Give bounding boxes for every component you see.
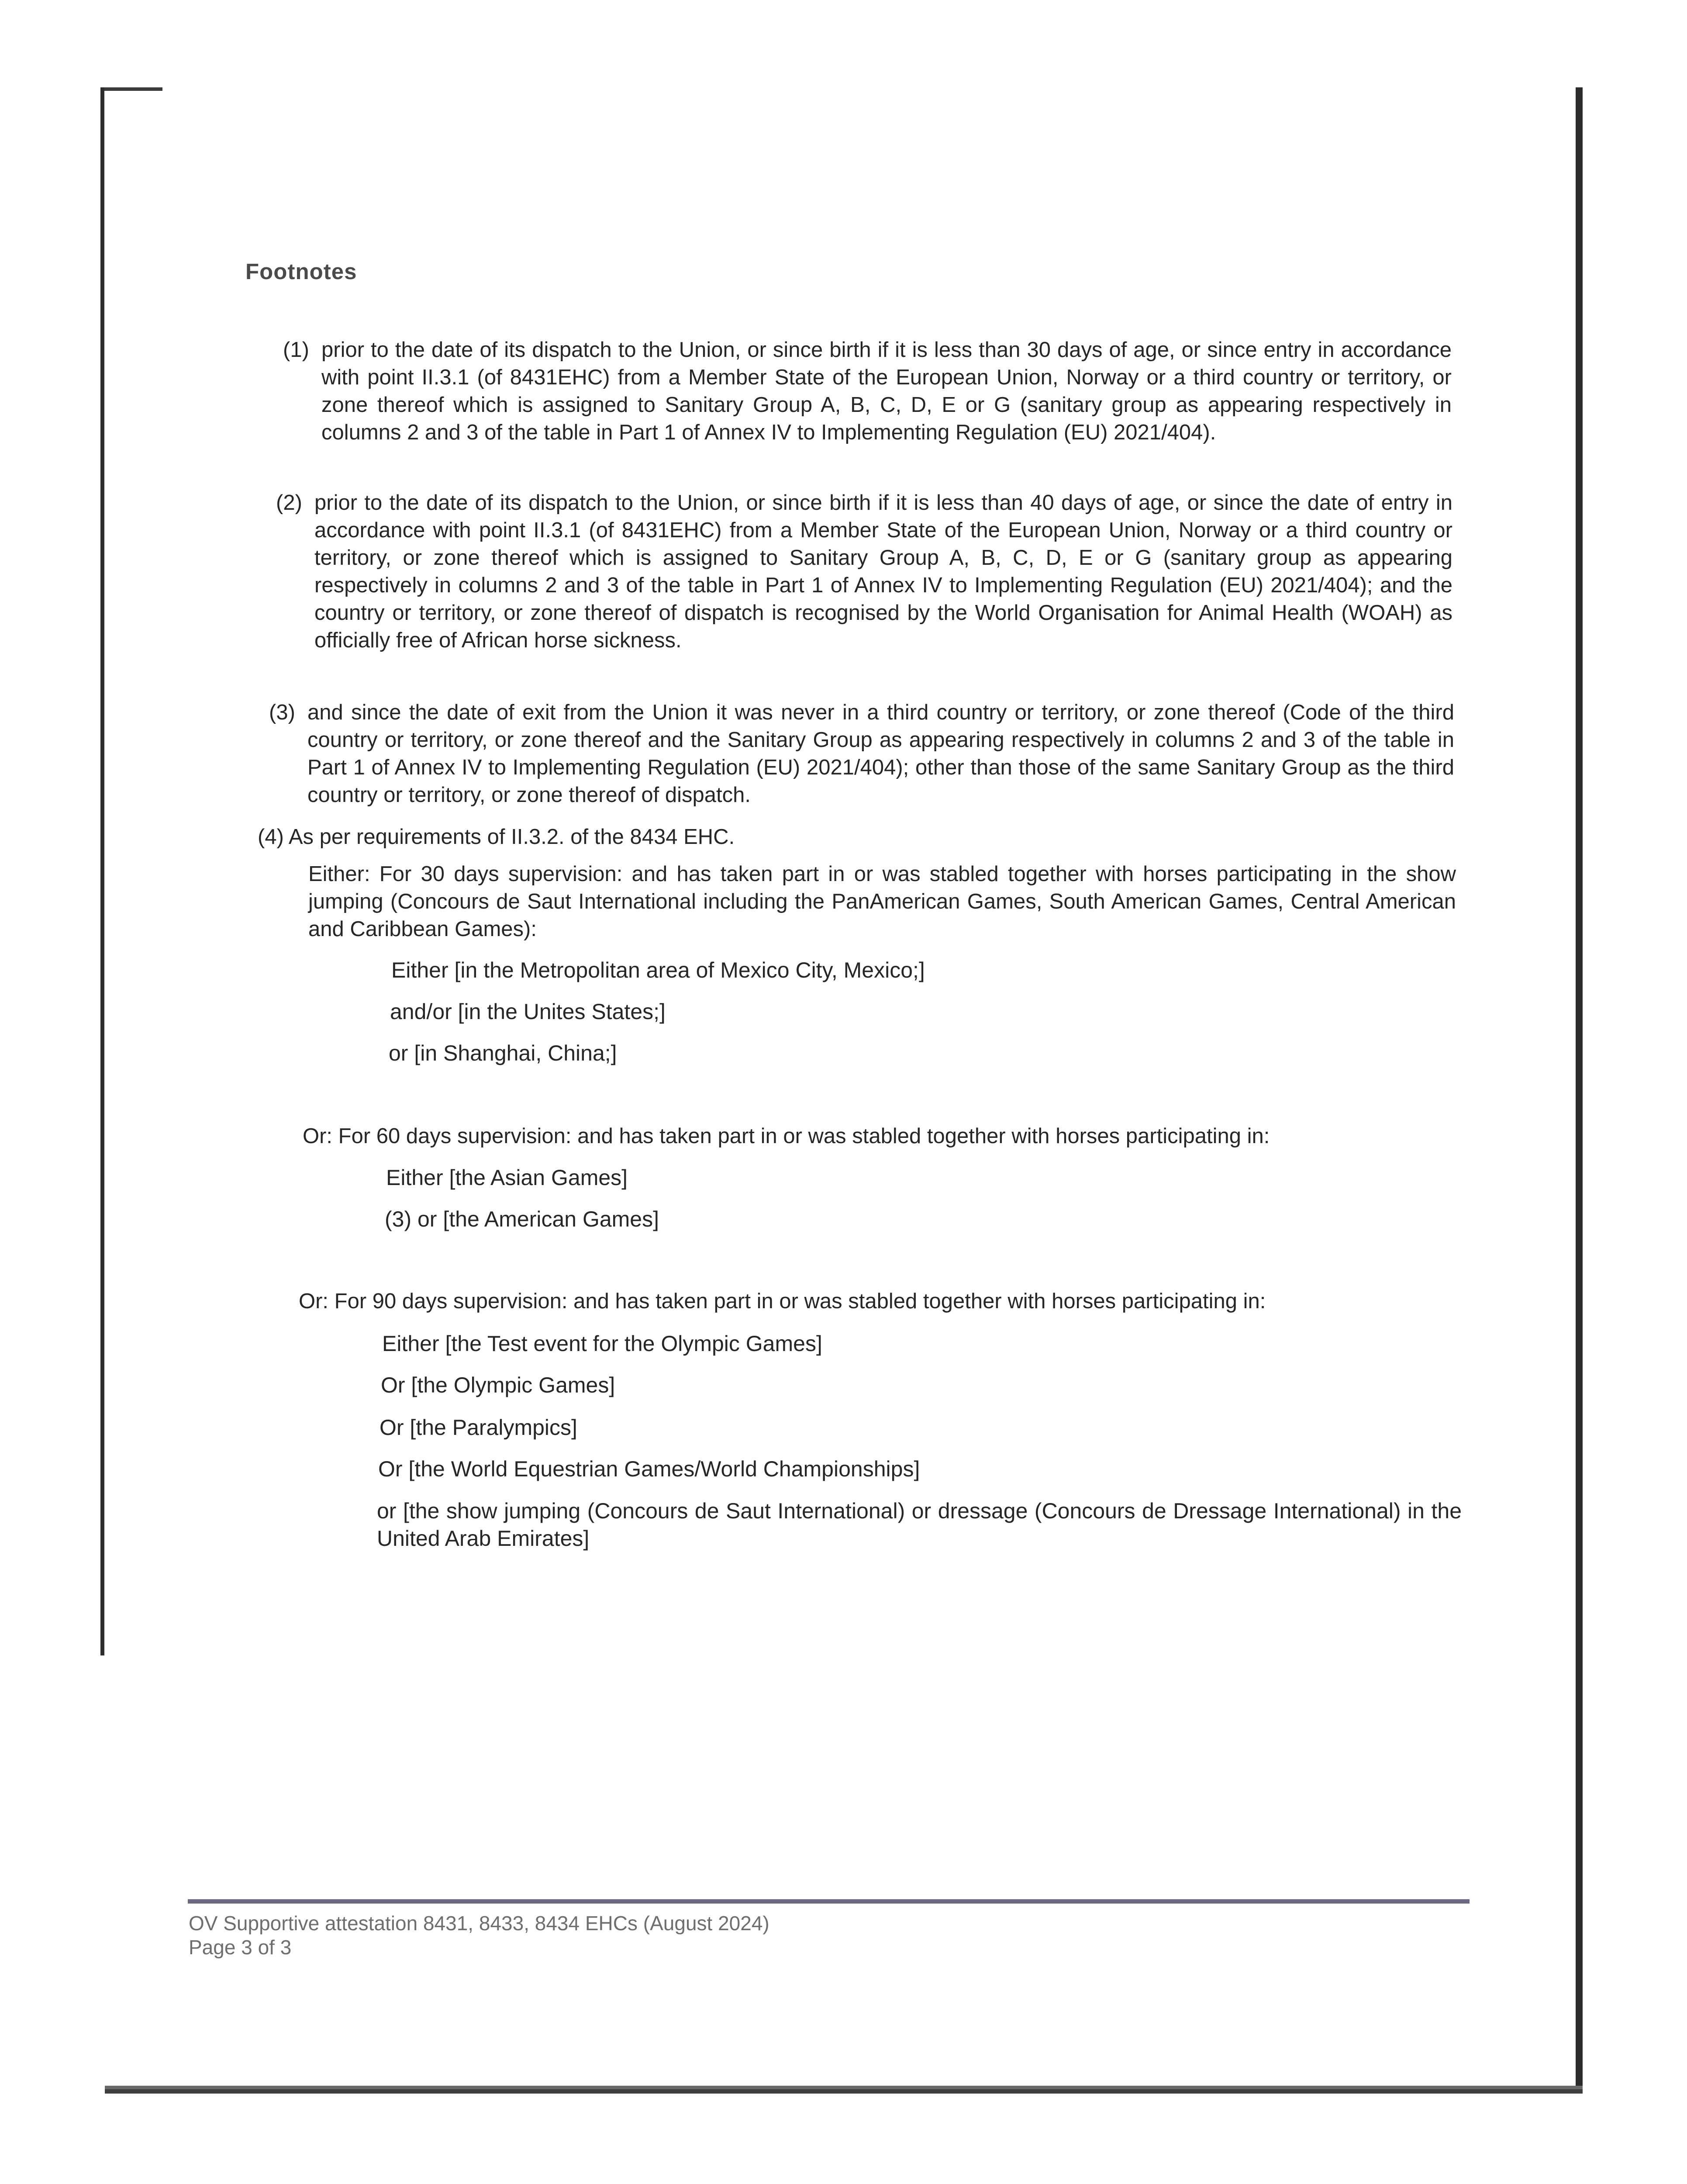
footnote-2 — [276, 489, 1452, 686]
footnote-text: prior to the date of its dispatch to the Union, or since birth if it is less than 40 days of age, or since the date of entry in accordance with point II.3.1 (of 8431EHC) from a Member State of the European Union, Norway or a third country or territory, or zone thereof which is assigned to Sanitary Group A, B, C, D, E or G (sanitary group as appearing respectively in columns 2 and 3 of the table in Part 1 of Annex IV to Implementing Regulation (EU) 2021/404); and the country or territory, or zone thereof of dispatch is recognised by the World Organisation for Animal Health (WOAH) as officially free of African horse sickness. — [314, 491, 1452, 652]
footnote-number: (3) — [269, 701, 295, 724]
supervision-90-option-3: Or [the Paralympics] — [379, 1415, 577, 1440]
footnote-text: prior to the date of its dispatch to the Union, or since birth if it is less than 30 days of age, or since entry in accordance with point II.3.1 (of 8431EHC) from a Member State of the European Union, Norway or a third country or territory, or zone thereof which is assigned to Sanitary Group A, B, C, D, E or G (sanitary group as appearing respectively in columns 2 and 3 of the table in Part 1 of Annex IV to Implementing Regulation (EU) 2021/404). — [321, 338, 1452, 444]
footer-divider — [188, 1899, 1470, 1904]
footer-page-number: Page 3 of 3 — [189, 1936, 292, 1959]
footnote-text: and since the date of exit from the Union it was never in a third country or territory, or zone thereof (Code of the third country or territory, or zone thereof and the Sanitary Group as appearing respectively in columns 2 and 3 of the table in Part 1 of Annex IV to Implementing Regulation (EU) 2021/404); other than those of the same Sanitary Group as the third country or territory, or zone thereof of dispatch. — [307, 701, 1454, 807]
scan-edge-top-left — [101, 87, 162, 91]
footnote-4 — [258, 823, 913, 851]
supervision-30-option-2: and/or [in the Unites States;] — [390, 999, 666, 1024]
supervision-90-days-intro: Or: For 90 days supervision: and has taken part in or was stabled together with horses participating in: — [299, 1289, 1266, 1313]
footnote-number: (2) — [276, 491, 302, 515]
supervision-60-days-intro: Or: For 60 days supervision: and has taken part in or was stabled together with horses participating in: — [303, 1124, 1270, 1148]
supervision-30-option-1: Either [in the Metropolitan area of Mexico City, Mexico;] — [391, 958, 925, 982]
footnote-1 — [283, 336, 1452, 476]
supervision-90-option-2: Or [the Olympic Games] — [381, 1373, 615, 1397]
supervision-90-option-4: Or [the World Equestrian Games/World Championships] — [378, 1457, 920, 1481]
footnote-number: (4) — [258, 825, 284, 849]
supervision-60-option-1: Either [the Asian Games] — [386, 1165, 628, 1190]
supervision-30-option-3: or [in Shanghai, China;] — [389, 1041, 617, 1065]
footer-title: OV Supportive attestation 8431, 8433, 8434 EHCs (August 2024) — [189, 1912, 769, 1935]
scan-edge-right — [1576, 87, 1583, 2092]
scan-edge-left — [100, 87, 104, 1655]
footnote-text: As per requirements of II.3.2. of the 8434 EHC. — [288, 825, 735, 849]
footnotes-heading: Footnotes — [245, 259, 357, 284]
footnote-number: (1) — [283, 338, 309, 362]
supervision-60-option-2: (3) or [the American Games] — [385, 1207, 659, 1231]
footnote-3 — [269, 699, 1454, 815]
supervision-30-days-intro: Either: For 30 days supervision: and has taken part in or was stabled together with horses participating in the show jumping (Concours de Saut International including the PanAmerican Games, South American Games, Central American and Caribbean Games): — [308, 862, 1456, 941]
scan-edge-bottom-shadow — [105, 2089, 1583, 2094]
supervision-90-option-1: Either [the Test event for the Olympic Games] — [382, 1331, 822, 1356]
supervision-90-option-5: or [the show jumping (Concours de Saut International) or dressage (Concours de Dressage International) in the United Arab Emirates] — [377, 1499, 1462, 1551]
